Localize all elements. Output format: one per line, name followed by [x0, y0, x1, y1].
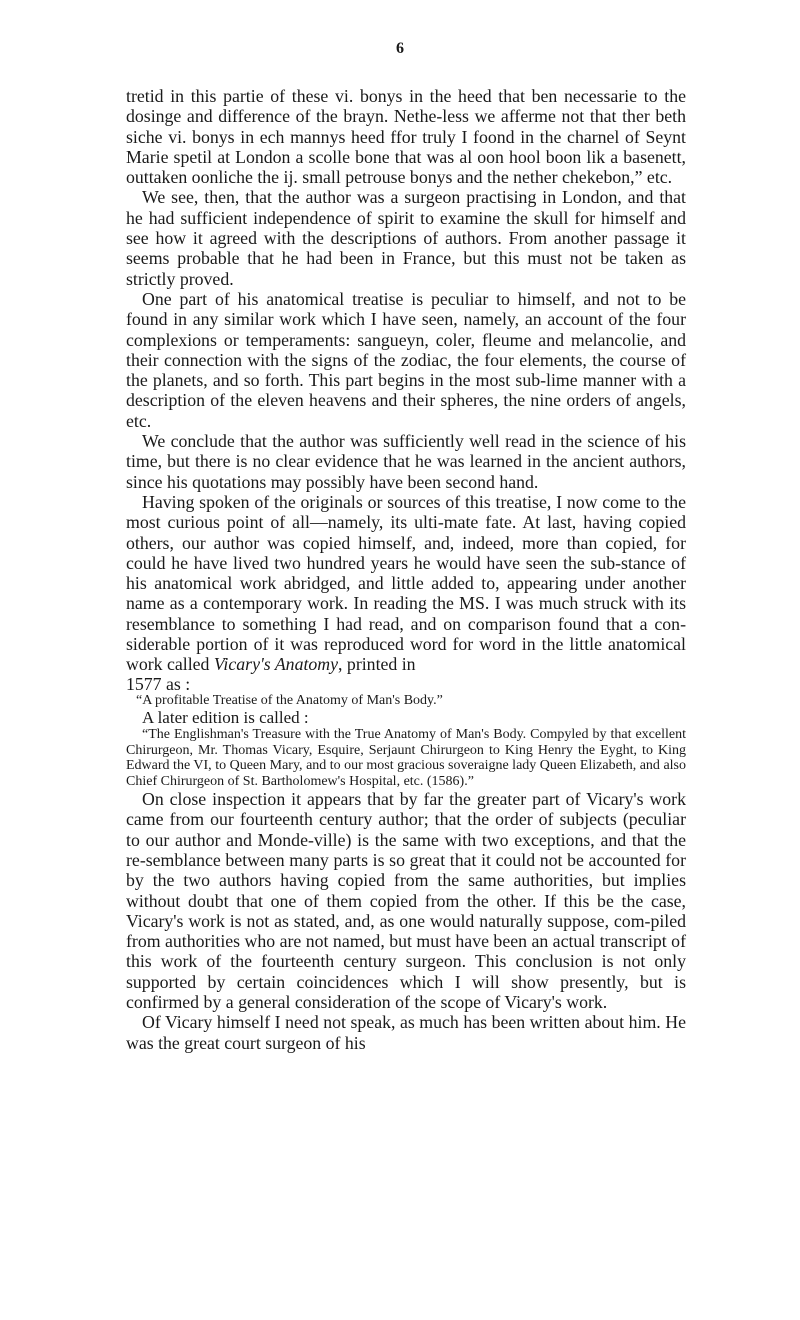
later-edition-intro: A later edition is called : [142, 708, 309, 728]
publication-year: 1577 as : [126, 673, 191, 694]
book-title-suffix: , printed in [338, 654, 416, 675]
paragraph-conclusion: We conclude that the author was sufficiently well read in the science of his time, but there is no clear evidence that he was learned in the ancient authors, since his quotations may possibly have been second hand. [126, 431, 686, 492]
paragraph-surgeon-in-london: We see, then, that the author was a surgeon practising in London, and that he had sufficient independence of spirit to examine the skull for himself and see how it agreed with the descriptions of authors. From another passage it seems probable that he had been in France, but this must not be taken as strictly proved. [126, 187, 686, 289]
paragraph-close-inspection: On close inspection it appears that by far the greater part of Vicary's work came from our fourteenth century author; that the order of subjects (peculiar to our author and Monde-ville) is the same with two exceptions, and that the re-semblance between many parts is so great that it could not be accounted for by the two authors having copied from the same authorities, but implies without doubt that one of them copied from the other. If this be the case, Vicary's work is not as stated, and, as one would naturally suppose, com-piled from authorities who are not named, but must have been an actual transcript of this work of the fourteenth century surgeon. This conclusion is not only supported by certain coincidences which I will show presently, but is confirmed by a general consideration of the scope of Vicary's work. [126, 789, 686, 1013]
later-edition-title: “The Englishman's Treasure with the True Anatomy of Man's Body. Compyled by that excellent Chirurgeon, Mr. Thomas Vicary, Esquire, Serjaunt Chirurgeon to King Henry the Eyght, to King Edward the VI, to Queen Mary, and to our most gracious soveraigne lady Queen Elizabeth, and also Chief Chirurgeon of St. Bartholomew's Hospital, etc. (1586).” [126, 727, 686, 789]
text-column [126, 86, 686, 1053]
first-edition-title: “A profitable Treatise of the Anatomy of Man's Body.” [136, 692, 443, 708]
paragraph-vicary-himself: Of Vicary himself I need not speak, as much has been written about him. He was the great court surgeon of his [126, 1012, 686, 1053]
paragraph-ultimate-fate-text: Having spoken of the originals or sources of this treatise, I now come to the most curious point of all—namely, its ulti-mate fate. At last, having copied others, our author was copied himself, and, indeed, more than copied, for could he have lived two hundred years he would have seen the sub-stance of his anatomical work abridged, and little added to, appearing under another name as a contemporary work. In reading the MS. I was much struck with its resemblance to something I had read, and on comparison found that a con-siderable portion of it was reproduced word for word in the little anatomical work called [126, 491, 686, 675]
book-title: Vicary's Anatomy [213, 654, 339, 675]
paragraph-complexions: One part of his anatomical treatise is peculiar to himself, and not to be found in any similar work which I have seen, namely, an account of the four complexions or temperaments: sangueyn, coler, fleume and melancolie, and their connection with the signs of the zodiac, the four elements, the course of the planets, and so forth. This part begins in the most sub-lime manner with a description of the eleven heavens and their spheres, the nine orders of angels, etc. [126, 288, 686, 431]
page-number: 6 [396, 40, 404, 57]
paragraph-ultimate-fate [126, 492, 686, 675]
paragraph-quote-continuation: tretid in this partie of these vi. bonys in the heed that ben necessarie to the dosinge and difference of the brayn. Nethe-less we afferme not that ther beth siche vi. bonys in ech mannys heed ffor truly I foond in the charnel of Seynt Marie spetil at London a scolle bone that was al oon hool boon lik a basenett, outtaken oonliche the ij. small petrouse bonys and the nether chekebon,” etc. [126, 86, 686, 188]
